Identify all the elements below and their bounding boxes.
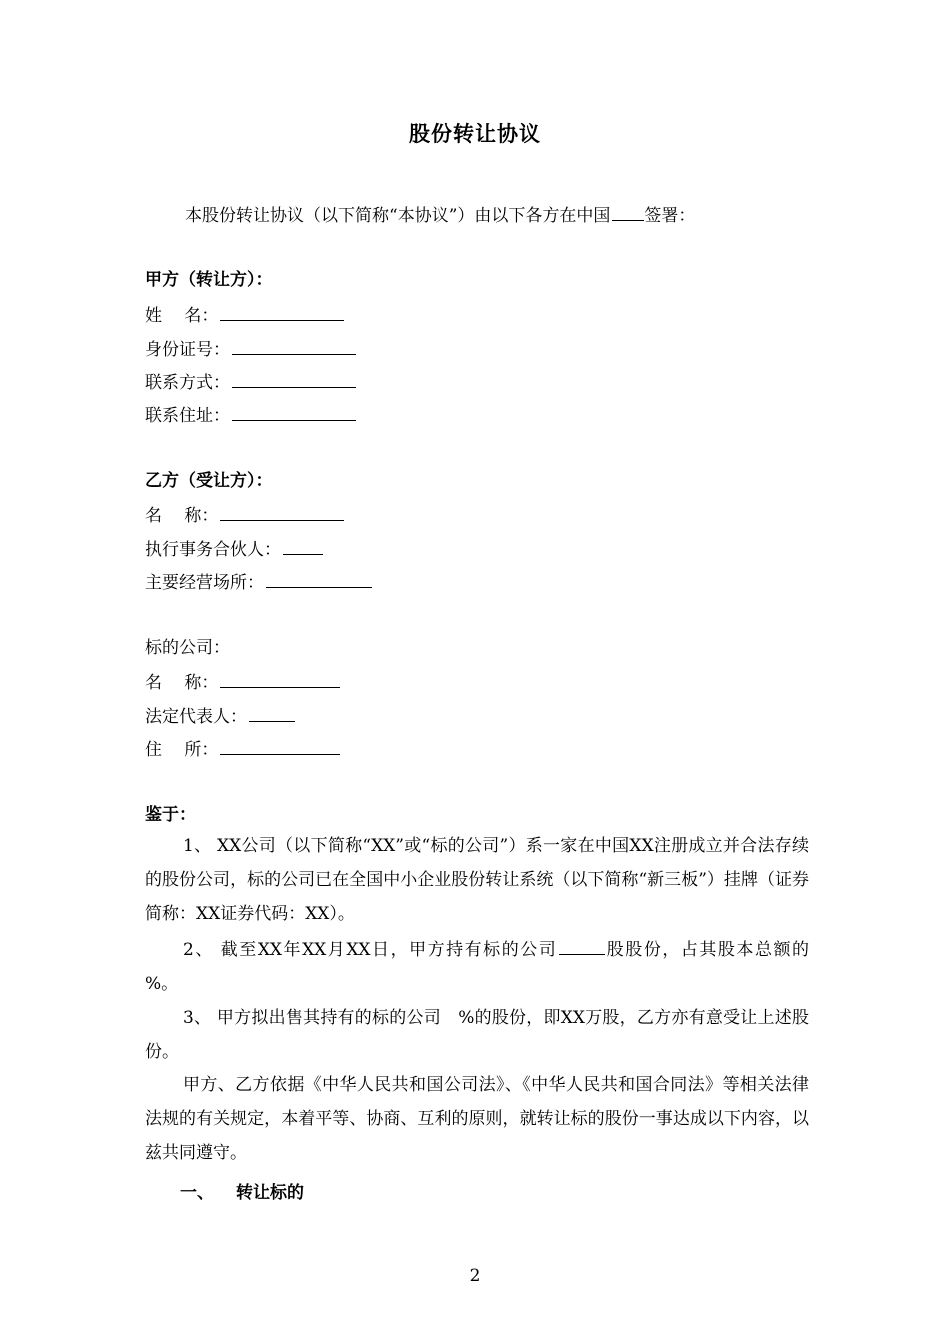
field-label: 住 所： bbox=[145, 740, 219, 760]
party-a-address-field bbox=[145, 402, 356, 428]
field-label: 联系方式： bbox=[145, 373, 230, 393]
fill-blank bbox=[249, 703, 295, 722]
section-title: 转让标的 bbox=[236, 1183, 304, 1203]
fill-blank bbox=[220, 736, 340, 755]
whereas-item-3: 3、 甲方拟出售其持有的标的公司 %的股份，即XX万股，乙方亦有意受让上述股份。 bbox=[145, 1008, 809, 1062]
party-a-heading: 甲方（转让方）： bbox=[145, 270, 273, 290]
target-company-heading: 标的公司： bbox=[145, 638, 230, 658]
fill-blank bbox=[232, 369, 356, 388]
closing-paragraph: 甲方、乙方依据《中华人民共和国公司法》、《中华人民共和国合同法》等相关法律法规的有关规定，本着平等、协商、互利的原则，就转让标的股份一事达成以下内容，以兹共同遵守。 bbox=[145, 1075, 809, 1163]
target-name-field bbox=[145, 669, 340, 695]
whereas-heading: 鉴于： bbox=[145, 805, 196, 825]
party-a-contact-field bbox=[145, 369, 356, 395]
fill-blank bbox=[220, 669, 340, 688]
fill-blank bbox=[283, 536, 323, 555]
whereas-item-2 bbox=[145, 933, 826, 1001]
field-label: 执行事务合伙人： bbox=[145, 540, 281, 560]
party-b-premises-field bbox=[145, 569, 372, 595]
field-label: 名 称： bbox=[145, 673, 219, 693]
section-number: 一、 bbox=[180, 1183, 214, 1203]
document-title: 股份转让协议 bbox=[409, 122, 541, 146]
field-label: 姓 名： bbox=[145, 306, 219, 326]
field-label: 名 称： bbox=[145, 506, 219, 526]
target-legal-rep-field bbox=[145, 703, 295, 729]
intro-line bbox=[185, 202, 695, 228]
fill-blank bbox=[220, 302, 344, 321]
item2-text-before: 2、 截至XX年XX月XX日，甲方持有标的公司 bbox=[183, 940, 558, 960]
field-label: 主要经营场所： bbox=[145, 573, 264, 593]
party-b-name-field bbox=[145, 502, 344, 528]
fill-blank bbox=[220, 502, 344, 521]
section-1-heading bbox=[180, 1181, 304, 1205]
intro-text-after: 签署： bbox=[644, 206, 696, 226]
fill-blank bbox=[266, 569, 372, 588]
target-address-field bbox=[145, 736, 340, 762]
party-b-partner-field bbox=[145, 536, 323, 562]
field-label: 联系住址： bbox=[145, 406, 230, 426]
field-label: 法定代表人： bbox=[145, 707, 247, 727]
intro-text-before: 本股份转让协议（以下简称“本协议”）由以下各方在中国 bbox=[185, 206, 611, 226]
fill-blank bbox=[232, 402, 356, 421]
signing-place-blank bbox=[612, 202, 644, 221]
page-number: 2 bbox=[469, 1266, 481, 1286]
party-b-heading: 乙方（受让方）： bbox=[145, 471, 273, 491]
shares-blank bbox=[559, 936, 605, 955]
party-a-name-field bbox=[145, 302, 344, 328]
item2-text-after: 股股份，占其股本总额的 %。 bbox=[145, 940, 826, 994]
whereas-item-1: 1、 XX公司（以下简称“XX”或“标的公司”）系一家在中国XX注册成立并合法存续的股份公司，标的公司已在全国中小企业股份转让系统（以下简称“新三板”）挂牌（证券简称：XX证券代码：XX）。 bbox=[145, 836, 809, 924]
field-label: 身份证号： bbox=[145, 340, 230, 360]
fill-blank bbox=[232, 336, 356, 355]
party-a-id-field bbox=[145, 336, 356, 362]
